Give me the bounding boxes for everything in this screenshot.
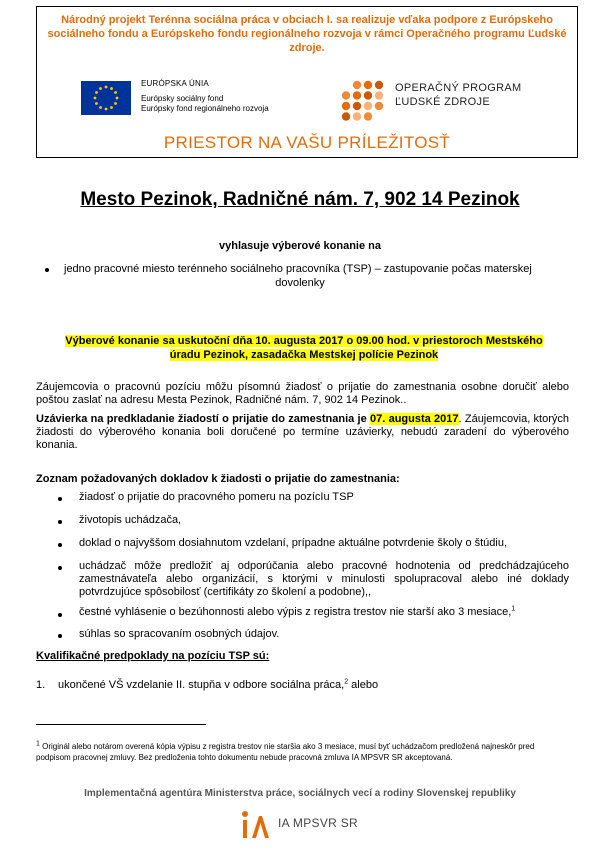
- eu-star: [95, 91, 98, 94]
- eu-star: [116, 97, 119, 100]
- docs-heading: Zoznam požadovaných dokladov k žiadosti o prijatie do zamestnania:: [36, 473, 400, 485]
- announcement: vyhlasuje výberové konanie na: [218, 240, 382, 252]
- op-logo-dot: [342, 112, 350, 120]
- doc-item: doklad o najvyššom dosiahnutom vzdelaní, prípadne aktuálne potvrdenie školy o štúdiu,: [79, 537, 508, 549]
- op-logo-dot: [364, 102, 372, 110]
- deadline-date: 07. augusta 2017: [370, 413, 459, 425]
- op-line1: OPERAČNÝ PROGRAM: [395, 82, 522, 94]
- deadline-label: Uzávierka na predkladanie žiadostí o prijatie do zamestnania je: [36, 413, 367, 425]
- footnote-mark: 1: [36, 740, 40, 748]
- op-logo-dot: [353, 91, 361, 99]
- eu-star: [95, 102, 98, 105]
- qualification-item: [36, 679, 378, 691]
- bullet-icon: [58, 566, 62, 570]
- op-logo-text: [395, 81, 521, 109]
- footnote: [36, 741, 569, 763]
- bullet-icon: [58, 613, 62, 617]
- op-logo-dot: [375, 81, 383, 89]
- eu-star: [105, 108, 108, 111]
- bullet-icon: [58, 520, 62, 524]
- op-logo-dot: [375, 102, 383, 110]
- eu-flag-icon: [81, 81, 131, 115]
- interview-line1: Výberové konanie sa uskutoční dňa 10. augusta 2017 o 09.00 hod. v priestoroch Mestského: [65, 335, 543, 347]
- qualifications-heading: Kvalifikačné predpoklady na pozíciu TSP sú:: [36, 650, 270, 662]
- doc-item: uchádzač môže predložiť aj odporúčania alebo pracovné hodnotenia od predchádzajúceho zamestnávateľa alebo organizácií, s ktorými v minulosti spolupracoval alebo iné doklady potvrdzujúce spôsobilosť (certifikáty zo školení a podobne),,: [79, 560, 569, 598]
- project-header-box: [36, 6, 578, 158]
- interview-date-notice: [48, 334, 560, 362]
- qualification-tail: alebo: [348, 679, 379, 691]
- eu-star: [99, 87, 102, 90]
- qualification-text: ukončené VŠ vzdelanie II. stupňa v odbore sociálna práca,: [58, 679, 345, 691]
- op-logo-dot: [364, 81, 372, 89]
- op-logo-dot: [353, 102, 361, 110]
- eu-fund-line2: Európsky fond regionálneho rozvoja: [141, 104, 269, 113]
- eu-star: [114, 91, 117, 94]
- position-line2: dovolenky: [275, 277, 325, 289]
- eu-star: [110, 106, 113, 109]
- op-line2: ĽUDSKÉ ZDROJE: [395, 96, 490, 108]
- page-title: Mesto Pezinok, Radničné nám. 7, 902 14 Pezinok: [80, 189, 520, 210]
- deadline-rest: . Záujemcovia, ktorých žiadosti do výberového konania boli doručené po termíne uzávierky, nebudú zaradení do výberového konania.: [36, 413, 570, 451]
- eu-title: EURÓPSKA ÚNIA: [141, 79, 209, 88]
- project-description: Národný projekt Terénna sociálna práca v obciach I. sa realizuje vďaka podpore z Európskeho sociálneho fondu a Európskeho fondu regionálneho rozvoja v rámci Operačného programu Ľudské zdroje.: [47, 14, 567, 54]
- op-logo-dot: [353, 81, 361, 89]
- bullet-icon: [58, 634, 62, 638]
- intro-paragraph: Záujemcovia o pracovnú pozíciu môžu písomnú žiadosť o prijatie do zamestnania osobne doručiť alebo poštou zaslať na adresu Mesta Pezinok, Radničné nám. 7, 902 14 Pezinok..: [36, 381, 569, 406]
- op-logo-dot: [342, 102, 350, 110]
- op-ludske-zdroje-logo-icon: [341, 80, 385, 122]
- item-number: 1.: [36, 679, 46, 691]
- op-logo-dot: [364, 112, 372, 120]
- ia-logo-text: IA MPSVR SR: [278, 816, 358, 830]
- ia-mpsvr-logo-icon: [238, 810, 272, 840]
- footnote-ref: 1: [511, 605, 516, 613]
- eu-star: [110, 87, 113, 90]
- eu-fund-line1: Európsky sociálny fond: [141, 93, 224, 103]
- doc-item: súhlas so spracovaním osobných údajov.: [79, 628, 280, 640]
- eu-logo-text: [141, 79, 269, 115]
- deadline-paragraph: [36, 413, 569, 452]
- doc-item: žiadosť o prijatie do pracovného pomeru na pozícIu TSP: [79, 491, 354, 503]
- doc-item: [79, 606, 569, 619]
- bullet-icon: [58, 497, 62, 501]
- interview-line2: úradu Pezinok, zasadačka Mestskej polície Pezinok: [169, 349, 439, 361]
- doc-item-text: čestné vyhlásenie o bezúhonnosti alebo výpis z registra trestov nie starší ako 3 mesiace,: [79, 606, 512, 618]
- op-logo-dot: [353, 112, 361, 120]
- eu-star: [105, 86, 108, 89]
- footnote-ref: 2: [344, 678, 349, 686]
- eu-star: [94, 97, 97, 100]
- footnote-text: Originál alebo notárom overená kópia výpisu z registra trestov nie staršia ako 3 mesiace, musí byť uchádzačom predložená najneskôr pred podpisom pracovnej zmluvy. Bez predloženia tohto dokumentu nebude pracovná zmluva IA MPSVR SR akceptovaná.: [36, 742, 535, 762]
- eu-star: [114, 102, 117, 105]
- footnote-divider: [36, 724, 206, 725]
- position-line1: jedno pracovné miesto terénneho sociálneho pracovníka (TSP) – zastupovanie počas materskej: [64, 263, 532, 275]
- slogan: PRIESTOR NA VAŠU PRÍLEŽITOSŤ: [163, 133, 451, 152]
- op-logo-dot: [342, 91, 350, 99]
- agency-name: Implementačná agentúra Ministerstva práce, sociálnych vecí a rodiny Slovenskej republiky: [84, 788, 516, 799]
- bullet-icon: [58, 543, 62, 547]
- bullet-icon: [45, 268, 49, 272]
- op-logo-dot: [375, 91, 383, 99]
- op-logo-dot: [364, 91, 372, 99]
- doc-item: životopis uchádzača,: [79, 514, 182, 526]
- eu-star: [99, 106, 102, 109]
